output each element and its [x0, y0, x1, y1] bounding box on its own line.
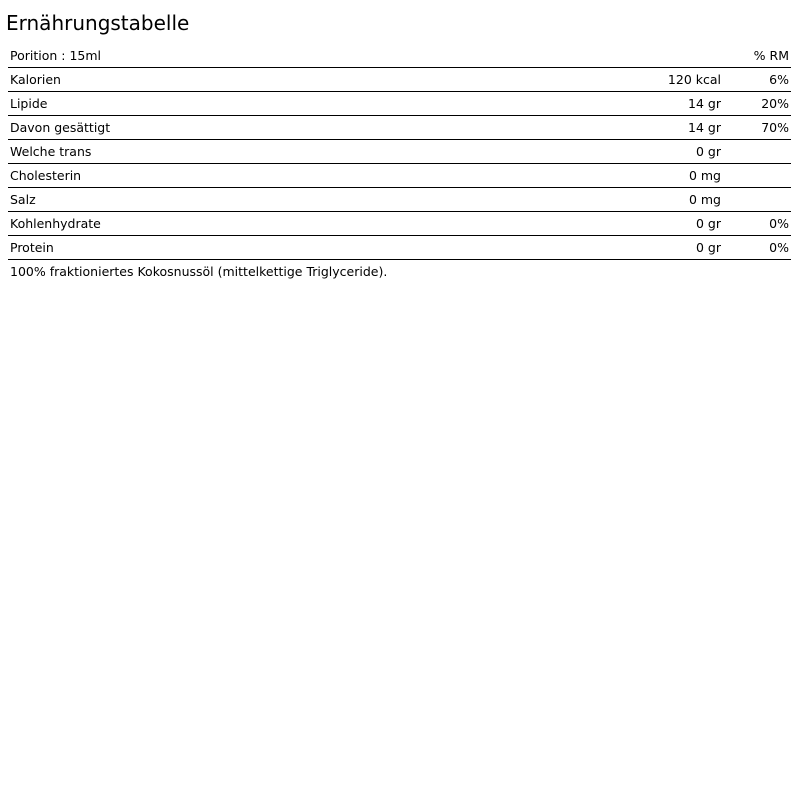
- table-header-row: [8, 44, 791, 68]
- nutrient-name: Salz: [8, 188, 599, 212]
- nutrient-pct: 70%: [723, 116, 791, 140]
- nutrient-pct: [723, 140, 791, 164]
- ingredients-footnote: 100% fraktioniertes Kokosnussöl (mittelkettige Triglyceride).: [10, 264, 388, 279]
- nutrient-pct: 0%: [723, 236, 791, 260]
- nutrient-amount: 0 gr: [599, 236, 723, 260]
- table-row: [8, 140, 791, 164]
- nutrient-pct: [723, 188, 791, 212]
- table-row: [8, 92, 791, 116]
- nutrient-amount: 0 gr: [599, 212, 723, 236]
- nutrient-amount: 120 kcal: [599, 68, 723, 92]
- table-row: [8, 68, 791, 92]
- nutrient-name: Lipide: [8, 92, 599, 116]
- nutrient-name: Davon gesättigt: [8, 116, 599, 140]
- nutrient-name: Kalorien: [8, 68, 599, 92]
- nutrient-amount: 0 mg: [599, 164, 723, 188]
- nutrient-name: Welche trans: [8, 140, 599, 164]
- portion-label: Porition : 15ml: [8, 44, 599, 68]
- pct-rm-header: % RM: [723, 44, 791, 68]
- nutrient-pct: 6%: [723, 68, 791, 92]
- nutrient-pct: [723, 164, 791, 188]
- nutrient-amount: 14 gr: [599, 92, 723, 116]
- nutrient-amount: 0 gr: [599, 140, 723, 164]
- page-title: Ernährungstabelle: [6, 11, 190, 35]
- nutrient-name: Protein: [8, 236, 599, 260]
- nutrient-pct: 20%: [723, 92, 791, 116]
- header-amount: [599, 44, 723, 68]
- nutrient-amount: 14 gr: [599, 116, 723, 140]
- nutrient-name: Kohlenhydrate: [8, 212, 599, 236]
- table-row: [8, 212, 791, 236]
- nutrient-amount: 0 mg: [599, 188, 723, 212]
- table-row: [8, 188, 791, 212]
- nutrition-table: [8, 44, 791, 260]
- nutrient-name: Cholesterin: [8, 164, 599, 188]
- table-row: [8, 116, 791, 140]
- table-row: [8, 236, 791, 260]
- table-row: [8, 164, 791, 188]
- nutrient-pct: 0%: [723, 212, 791, 236]
